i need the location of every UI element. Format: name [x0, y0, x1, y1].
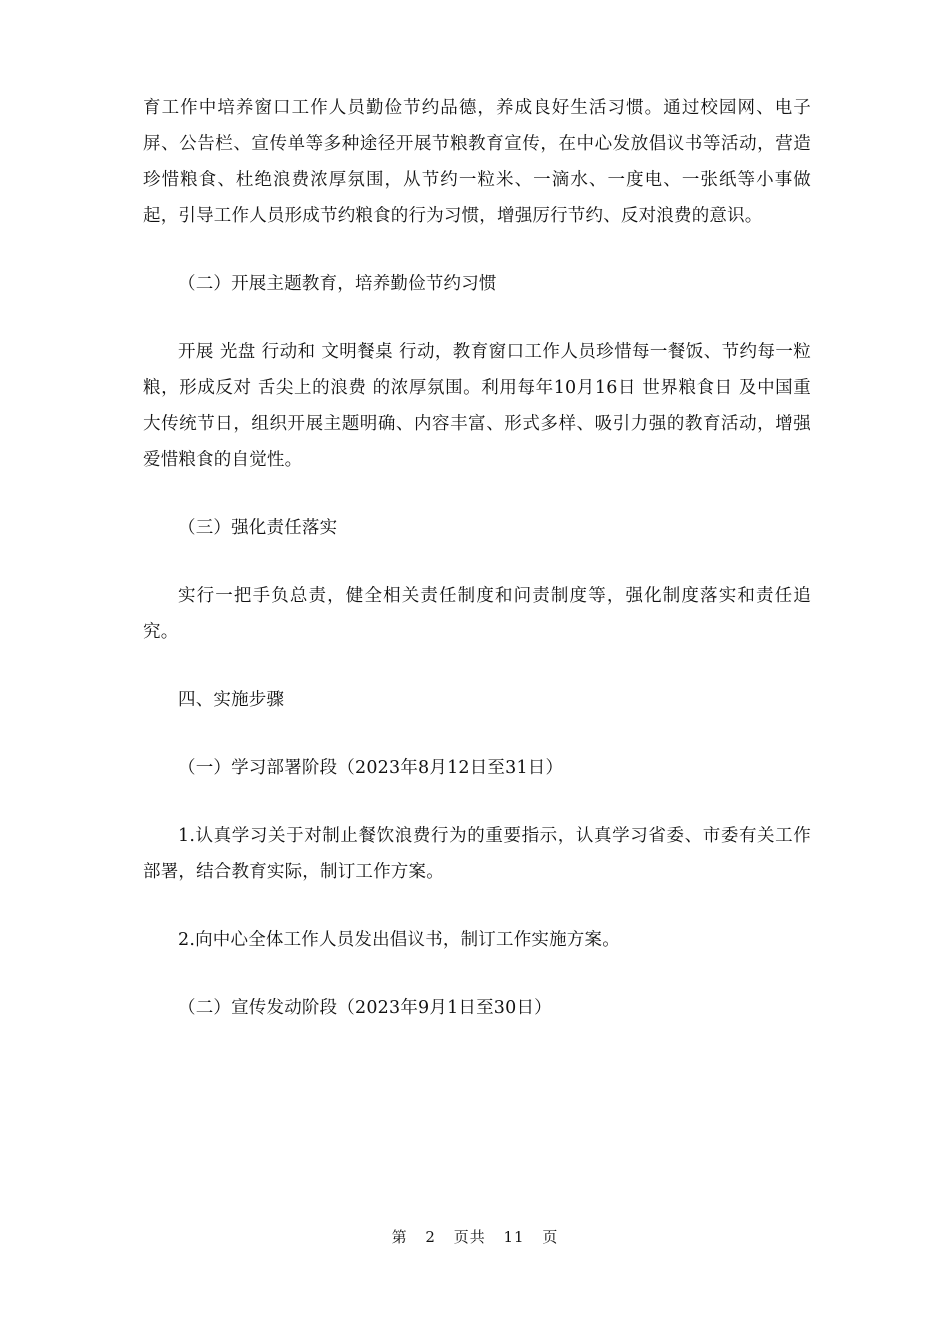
document-body	[143, 90, 811, 1026]
paragraph-step-1: 1.认真学习关于对制止餐饮浪费行为的重要指示，认真学习省委、市委有关工作部署，结合教育实际，制订工作方案。	[143, 826, 811, 882]
section-heading-responsibility: （三）强化责任落实	[178, 518, 338, 538]
page-number-footer: 第 2 页共 11 页	[391, 1228, 559, 1246]
paragraph-theme-education: 开展 光盘 行动和 文明餐桌 行动，教育窗口工作人员珍惜每一餐饭、节约每一粒粮，形成反对 舌尖上的浪费 的浓厚氛围。利用每年10月16日 世界粮食日 及中国重大传统节日，组织开展主题明确、内容丰富、形式多样、吸引力强的教育活动，增强爱惜粮食的自觉性。	[143, 342, 811, 470]
paragraph-continuation: 育工作中培养窗口工作人员勤俭节约品德，养成良好生活习惯。通过校园网、电子屏、公告栏、宣传单等多种途径开展节粮教育宣传，在中心发放倡议书等活动，营造珍惜粮食、杜绝浪费浓厚氛围，从节约一粒米、一滴水、一度电、一张纸等小事做起，引导工作人员形成节约粮食的行为习惯，增强厉行节约、反对浪费的意识。	[143, 98, 811, 226]
paragraph-step-2: 2.向中心全体工作人员发出倡议书，制订工作实施方案。	[178, 930, 620, 950]
section-heading-theme-education: （二）开展主题教育，培养勤俭节约习惯	[178, 274, 497, 294]
paragraph-responsibility: 实行一把手负总责，健全相关责任制度和问责制度等，强化制度落实和责任追究。	[143, 586, 811, 642]
section-heading-publicity-stage: （二）宣传发动阶段（2023年9月1日至30日）	[178, 998, 552, 1018]
section-heading-study-stage: （一）学习部署阶段（2023年8月12日至31日）	[178, 758, 564, 778]
section-heading-implementation-steps: 四、实施步骤	[178, 690, 285, 710]
